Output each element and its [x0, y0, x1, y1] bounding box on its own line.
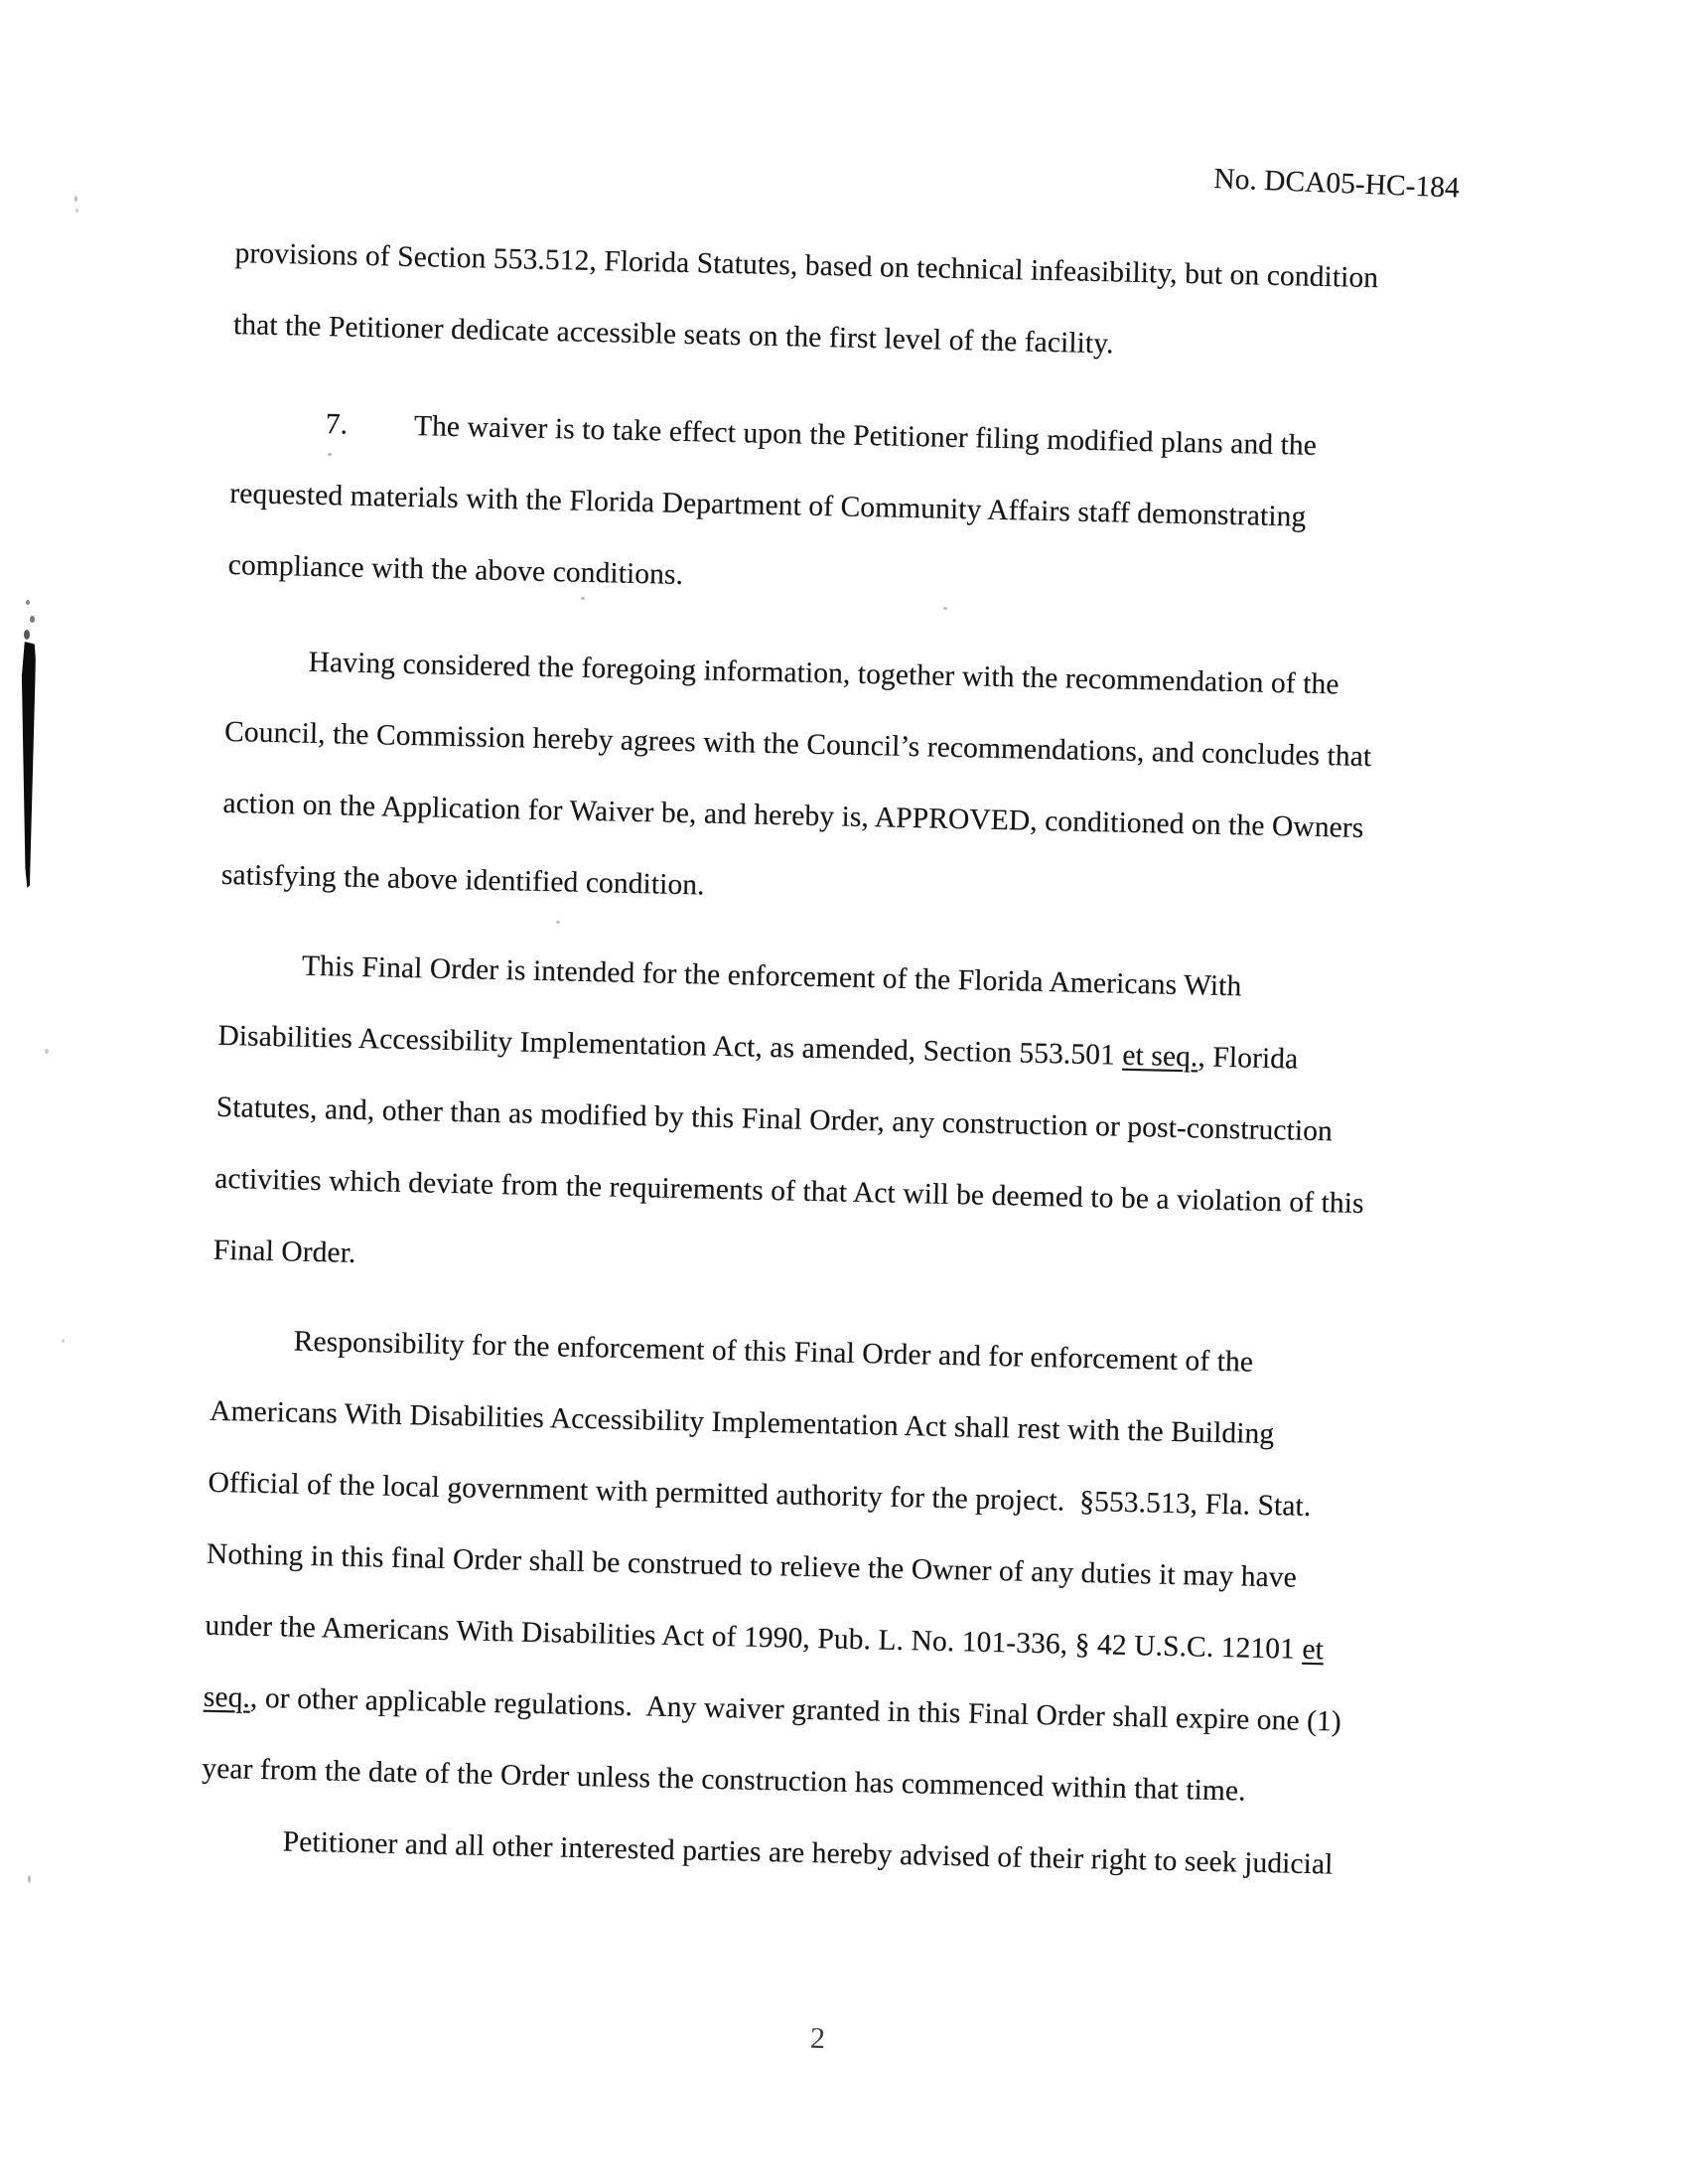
- text-segment: that the Petitioner dedicate accessible seats on the first level of the facility.: [232, 308, 1114, 361]
- scan-speck: [45, 1049, 49, 1054]
- scan-speck: [62, 1339, 65, 1343]
- text-segment: 7. The waiver is to take effect upon the Petitioner filing modified plans and the: [325, 408, 1318, 462]
- scan-speck: [75, 209, 78, 213]
- text-segment: Americans With Disabilities Accessibility Implementation Act shall rest with the Building: [209, 1394, 1275, 1451]
- scan-speck: [30, 616, 35, 623]
- text-segment: Responsibility for the enforcement of this Final Order and for enforcement of the: [293, 1325, 1254, 1379]
- text-segment: This Final Order is intended for the enforcement of the Florida Americans With: [301, 949, 1242, 1003]
- text-segment: , or other applicable regulations. Any waiver granted in this Final Order shall expire one (1): [249, 1681, 1342, 1738]
- text-segment: Official of the local government with permitted authority for the project. §553.513, Fla. Stat.: [208, 1466, 1312, 1523]
- text-segment: requested materials with the Florida Department of Community Affairs staff demonstrating: [228, 477, 1307, 533]
- document-body: [200, 234, 1556, 1922]
- text-segment: satisfying the above identified condition.: [220, 858, 705, 902]
- scan-speck: [26, 600, 30, 605]
- text-segment: Statutes, and, other than as modified by this Final Order, any construction or post-construction: [215, 1091, 1334, 1148]
- scan-speck: [24, 630, 30, 640]
- underlined-text: et: [1302, 1633, 1325, 1667]
- text-segment: Petitioner and all other interested parties are hereby advised of their right to seek judicial: [282, 1825, 1334, 1881]
- text-segment: Having considered the foregoing information, together with the recommendation of the: [308, 646, 1339, 701]
- text-segment: , Florida: [1197, 1041, 1299, 1076]
- ink-streak-artifact: [20, 642, 36, 888]
- text-segment: year from the date of the Order unless the construction has commenced within that time.: [201, 1752, 1246, 1808]
- text-segment: under the Americans With Disabilities Act of 1990, Pub. L. No. 101-336, § 42 U.S.C. 12101: [205, 1609, 1303, 1666]
- scan-speck: [556, 921, 560, 924]
- scan-speck: [74, 196, 77, 202]
- scan-speck: [581, 597, 585, 600]
- text-segment: Nothing in this final Order shall be construed to relieve the Owner of any duties it may have: [206, 1537, 1298, 1594]
- scan-speck: [943, 607, 947, 610]
- text-segment: activities which deviate from the requirements of that Act will be deemed to be a violation of this: [213, 1162, 1364, 1221]
- text-segment: provisions of Section 553.512, Florida Statutes, based on technical infeasibility, but on condition: [234, 236, 1379, 295]
- scan-speck: [328, 453, 332, 456]
- text-segment: Final Order.: [212, 1234, 356, 1269]
- text-segment: compliance with the above conditions.: [227, 548, 684, 591]
- text-segment: action on the Application for Waiver be, and hereby is, APPROVED, conditioned on the Owners: [222, 787, 1364, 844]
- page-number-footer: 2: [809, 2021, 826, 2056]
- text-segment: Disabilities Accessibility Implementation Act, as amended, Section 553.501: [217, 1019, 1123, 1072]
- underlined-text: seq.: [203, 1680, 251, 1714]
- case-number: No. DCA05-HC-184: [1212, 163, 1461, 205]
- underlined-text: et seq.: [1122, 1039, 1198, 1074]
- text-segment: Council, the Commission hereby agrees with the Council’s recommendations, and concludes that: [223, 715, 1372, 774]
- scan-speck: [28, 1875, 31, 1883]
